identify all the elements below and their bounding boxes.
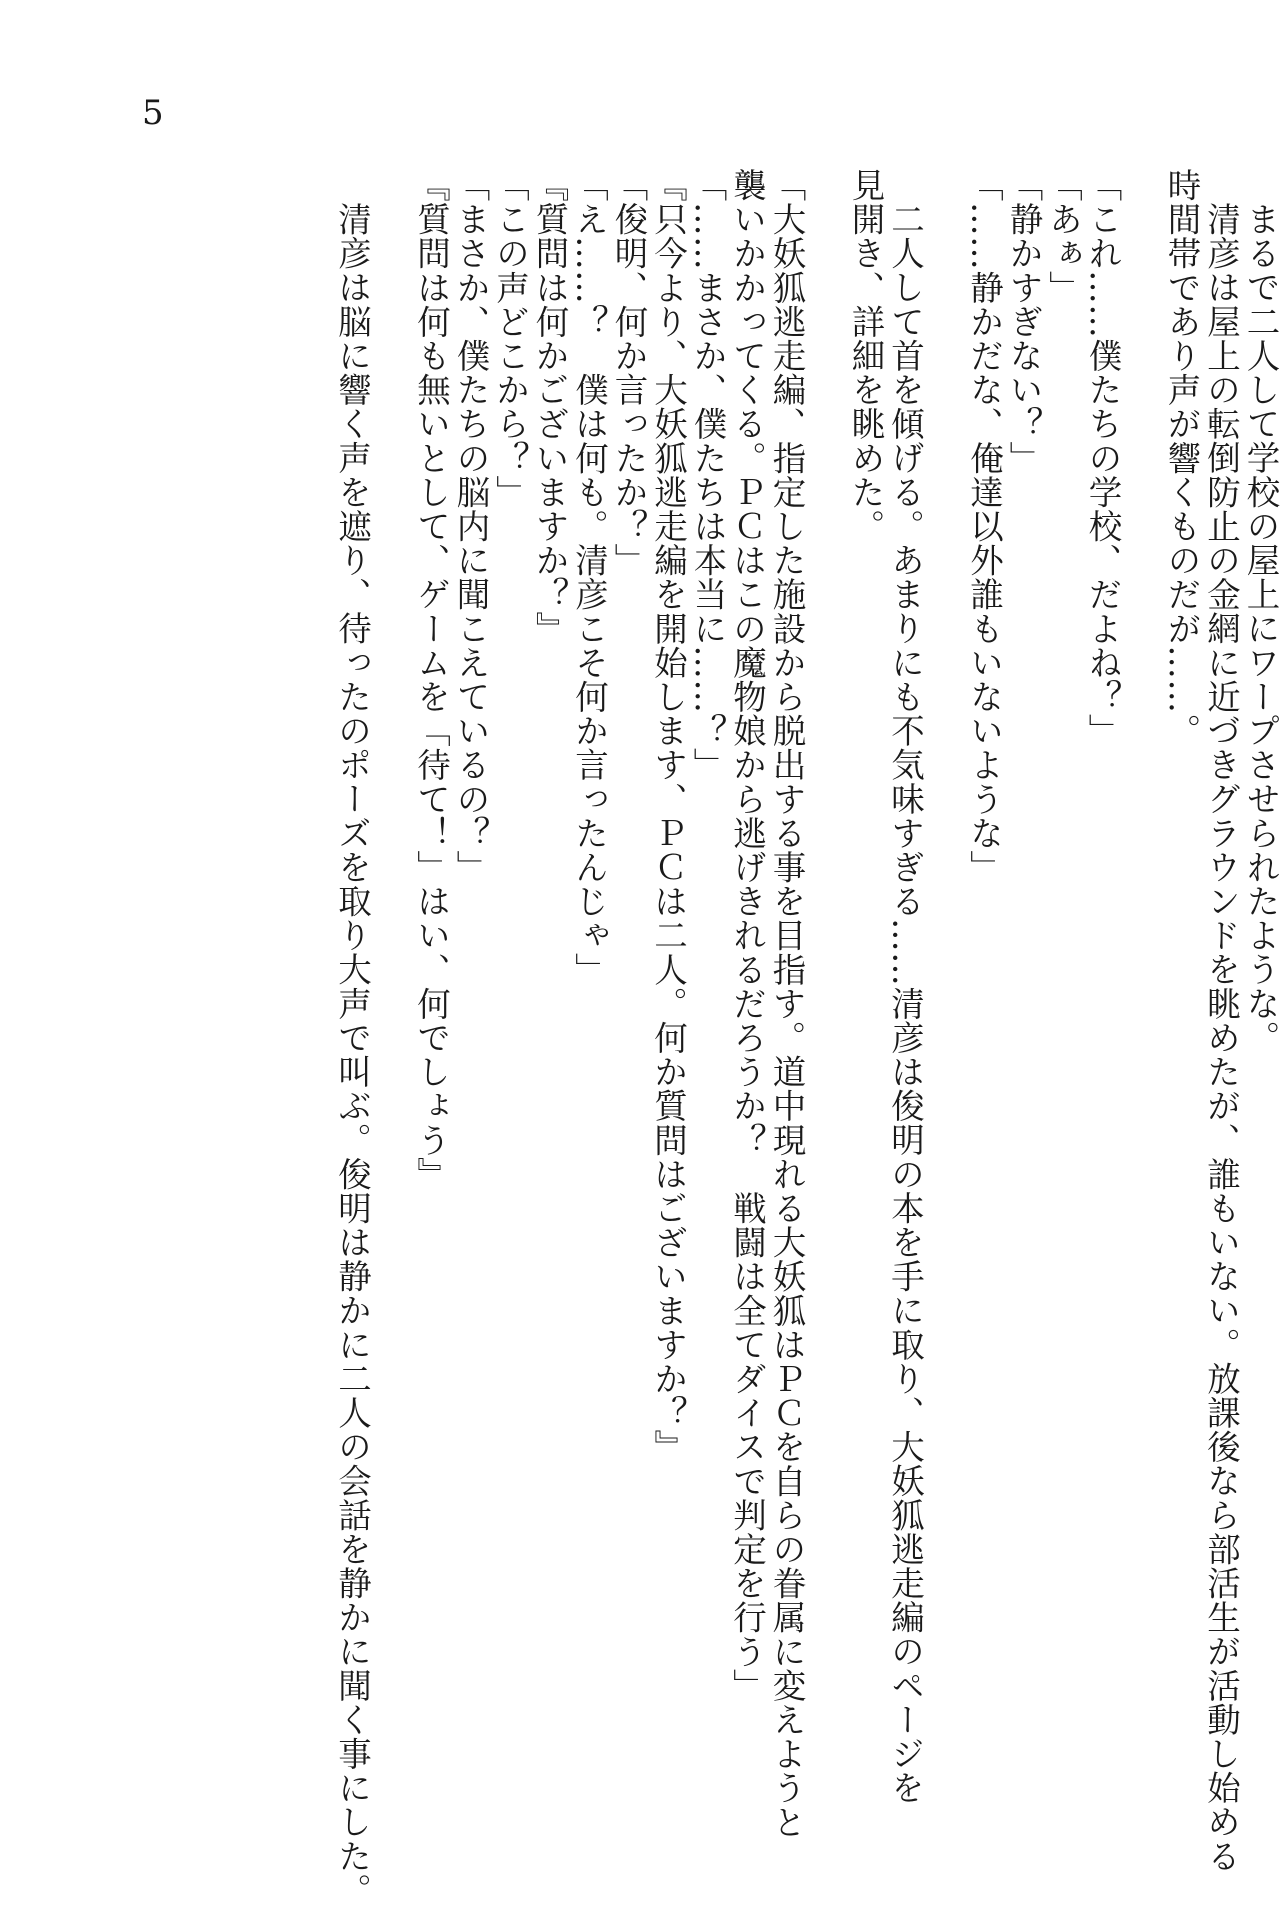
text-line: 清彦は屋上の転倒防止の金網に近づきグラウンドを眺めたが、誰もいない。放課後なら部活生が活動し始める [1201,168,1241,1728]
blank-line [925,168,965,1728]
novel-text-block [155,168,1280,1728]
text-line: 時間帯であり声が響くものだが……。 [1162,168,1202,1728]
text-line: 清彦は脳に響く声を遮り、待ったのポーズを取り大声で叫ぶ。俊明は静かに二人の会話を静かに聞く事にした。 [332,168,372,1728]
text-line: まるで二人して学校の屋上にワープさせられたような。 [1241,168,1280,1728]
text-line: 襲いかかってくる。ＰＣはこの魔物娘から逃げきれるだろうか？ 戦闘は全てダイスで判定を行う」 [727,168,767,1728]
text-line: 「あぁ」 [1043,168,1083,1728]
text-line: 「……まさか、僕たちは本当に……？」 [688,168,728,1728]
text-line: 見開き、詳細を眺めた。 [846,168,886,1728]
page-number: 5 [142,96,164,130]
text-line: 『質問は何も無いとして、ゲームを「待て！」はい、何でしょう』 [411,168,451,1728]
text-line: 「え……？ 僕は何も。清彦こそ何か言ったんじゃ」 [569,168,609,1728]
blank-line [806,168,846,1728]
text-line: 「俊明、何か言ったか？」 [609,168,649,1728]
text-line: 「……静かだな、俺達以外誰もいないような」 [964,168,1004,1728]
text-line: 「まさか、僕たちの脳内に聞こえているの？」 [451,168,491,1728]
text-line: 「静かすぎない？」 [1004,168,1044,1728]
text-line: 「この声どこから？」 [490,168,530,1728]
blank-line [372,168,412,1728]
text-line: 『質問は何かございますか？』 [530,168,570,1728]
text-line: 「大妖狐逃走編、指定した施設から脱出する事を目指す。道中現れる大妖狐はＰＣを自らの眷属に変えようと [767,168,807,1728]
text-line: 二人して首を傾げる。あまりにも不気味すぎる……清彦は俊明の本を手に取り、大妖狐逃走編のページを [885,168,925,1728]
text-line: 「これ……僕たちの学校、だよね？」 [1083,168,1123,1728]
blank-line [1122,168,1162,1728]
text-line: 『只今より、大妖狐逃走編を開始します、ＰＣは二人。何か質問はございますか？』 [648,168,688,1728]
